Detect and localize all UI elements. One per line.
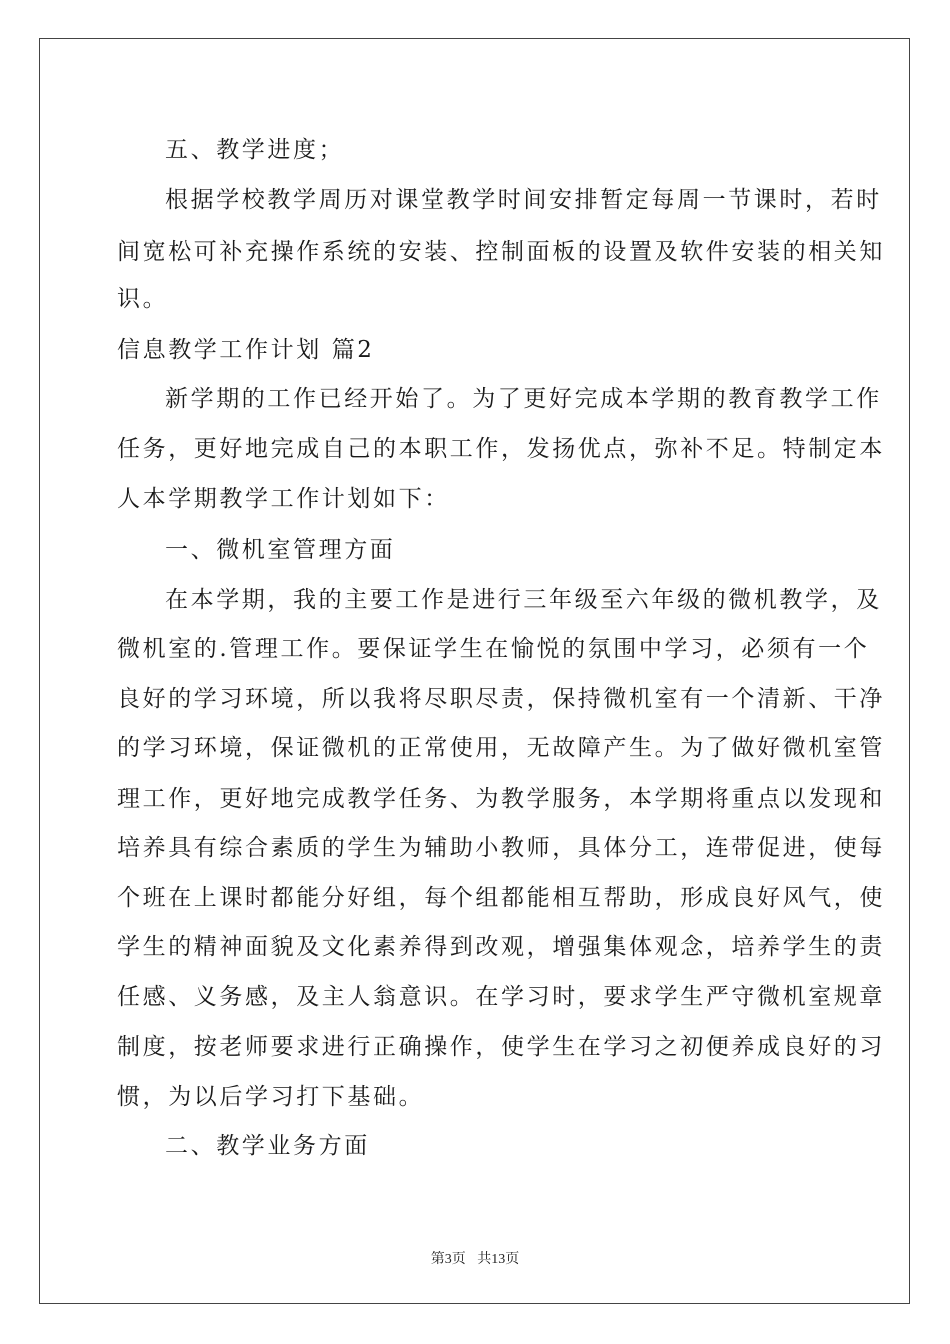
- paragraph-line: 微机室的.管理工作。要保证学生在愉悦的氛围中学习，必须有一个: [117, 636, 870, 662]
- page-footer: [0, 1248, 950, 1268]
- paragraph-line: 间宽松可补充操作系统的安装、控制面板的设置及软件安装的相关知: [117, 239, 885, 265]
- paragraph-line: 在本学期，我的主要工作是进行三年级至六年级的微机教学，及: [165, 587, 882, 613]
- article-title: 信息教学工作计划 篇2: [117, 337, 375, 363]
- page-border: [39, 38, 910, 1304]
- paragraph-line: 任务，更好地完成自己的本职工作，发扬优点，弥补不足。特制定本: [117, 436, 885, 462]
- paragraph-line: 的学习环境，保证微机的正常使用，无故障产生。为了做好微机室管: [117, 735, 885, 761]
- section-heading-lab-management: 一、微机室管理方面: [165, 537, 396, 563]
- paragraph-line: 制度，按老师要求进行正确操作，使学生在学习之初便养成良好的习: [117, 1034, 885, 1060]
- section-heading-progress: 五、教学进度；: [165, 137, 345, 163]
- section-heading-teaching-business: 二、教学业务方面: [165, 1133, 370, 1159]
- page-number-total: 共13页: [477, 1252, 520, 1267]
- paragraph-line: 学生的精神面貌及文化素养得到改观，增强集体观念，培养学生的责: [117, 934, 885, 960]
- paragraph-line: 人本学期教学工作计划如下：: [117, 486, 450, 512]
- paragraph-line: 新学期的工作已经开始了。为了更好完成本学期的教育教学工作: [165, 386, 882, 412]
- paragraph-line: 良好的学习环境，所以我将尽职尽责，保持微机室有一个清新、干净: [117, 686, 885, 712]
- paragraph-line: 个班在上课时都能分好组，每个组都能相互帮助，形成良好风气，使: [117, 885, 885, 911]
- paragraph-line: 识。: [117, 286, 169, 312]
- paragraph-line: 理工作，更好地完成教学任务、为教学服务，本学期将重点以发现和: [117, 786, 885, 812]
- paragraph-line: 根据学校教学周历对课堂教学时间安排暂定每周一节课时，若时: [165, 187, 882, 213]
- paragraph-line: 惯，为以后学习打下基础。: [117, 1084, 425, 1110]
- paragraph-line: 任感、义务感，及主人翁意识。在学习时，要求学生严守微机室规章: [117, 984, 885, 1010]
- paragraph-line: 培养具有综合素质的学生为辅助小教师，具体分工，连带促进，使每: [117, 835, 885, 861]
- page-number-current: 第3页: [430, 1252, 466, 1267]
